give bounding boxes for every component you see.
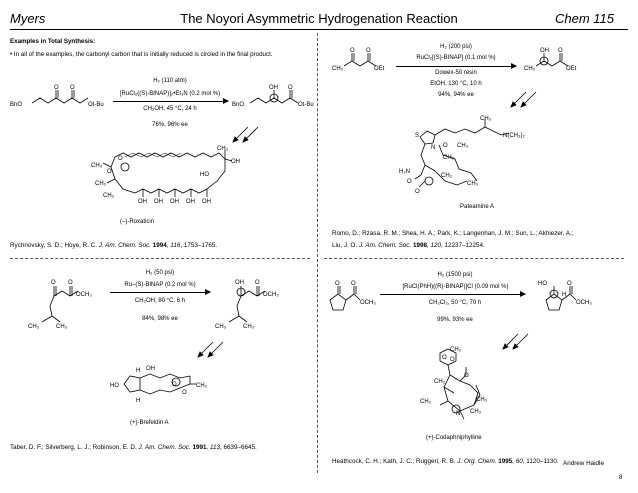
svg-text:CH₃: CH₃ (467, 181, 479, 187)
right-divider (324, 258, 624, 259)
svg-text:OH: OH (154, 199, 163, 205)
svg-text:OH: OH (235, 280, 244, 286)
intro-heading: Examples in Total Synthesis: (10, 38, 96, 45)
svg-text:O: O (366, 48, 371, 54)
intro-bullet: • In all of the examples, the carbonyl carbon that is initially reduced is circled in the final product. (10, 51, 273, 58)
svg-text:O: O (68, 280, 73, 286)
svg-text:OCH₃: OCH₃ (360, 300, 376, 306)
svg-text:HO: HO (538, 281, 547, 287)
rxn2-product (524, 48, 594, 78)
svg-text:OCH₃: OCH₃ (576, 300, 592, 306)
svg-text:OH: OH (146, 366, 155, 372)
svg-text:OH: OH (540, 48, 549, 54)
rxn2-target: Pateamine A (460, 204, 495, 210)
svg-text:CH₃: CH₃ (215, 324, 227, 330)
svg-text:BnO: BnO (232, 102, 245, 108)
page-title: The Noyori Asymmetric Hydrogenation Reaction (180, 11, 458, 26)
svg-text:CH₃: CH₃ (434, 379, 446, 385)
rxn4-yield: 99%, 93% ee (437, 317, 473, 323)
svg-text:OEt: OEt (566, 66, 577, 72)
codaphniphylline-structure (420, 345, 510, 430)
svg-text:CH₃: CH₃ (443, 155, 455, 161)
rxn1-conditions: CH₃OH, 45 °C, 24 h (143, 106, 197, 112)
svg-text:CH₃: CH₃ (480, 116, 492, 122)
svg-text:H₂N: H₂N (399, 169, 410, 175)
vertical-divider (317, 33, 318, 473)
svg-text:CH₃: CH₃ (56, 324, 68, 330)
rxn2-reference-line2: Liu, J. O. J. Am. Chem. Soc. 1998, 120, 12237–12254. (332, 242, 485, 249)
svg-text:O: O (255, 280, 260, 286)
svg-text:O: O (442, 355, 447, 361)
svg-text:O: O (51, 280, 56, 286)
svg-text:HO: HO (200, 172, 209, 178)
svg-text:O: O (415, 189, 420, 195)
svg-text:O: O (70, 85, 75, 91)
svg-text:O: O (54, 85, 59, 91)
rxn2-retro-arrow (508, 90, 548, 115)
rxn4-reagent2: [RuCl(PhH)((R)-BINAP)]Cl (0.09 mol %) (402, 284, 509, 290)
svg-text:O: O (182, 390, 187, 396)
rxn2-yield: 94%, 94% ee (438, 92, 474, 98)
svg-text:N: N (431, 145, 436, 151)
svg-text:CH₃: CH₃ (196, 383, 208, 389)
svg-text:CH₃: CH₃ (450, 347, 462, 353)
rxn2-conditions: EtOH, 130 °C, 10 h (430, 81, 482, 87)
rxn2-reagent3: Dowex-50 resin (435, 70, 477, 76)
svg-text:O: O (335, 281, 340, 287)
svg-text:S: S (415, 133, 420, 139)
svg-text:CH₃: CH₃ (103, 193, 115, 199)
header-course: Chem 115 (554, 11, 614, 26)
rxn2-arrow (396, 66, 516, 67)
header-rule (10, 29, 628, 30)
svg-text:OCH₃: OCH₃ (263, 292, 279, 298)
svg-text:O: O (350, 48, 355, 54)
svg-text:CH₃: CH₃ (457, 143, 469, 149)
presenter-name: Andrew Haidle (563, 460, 604, 467)
svg-text:CH₃: CH₃ (524, 66, 536, 72)
rxn4-starting-material (320, 280, 380, 325)
rxn3-reagent2: Ru–(S)-BINAP (0.2 mol %) (124, 282, 196, 288)
brefeldin-structure (110, 362, 210, 407)
rxn2-starting-material (332, 48, 402, 78)
svg-text:N(CH₃)₂: N(CH₃)₂ (503, 133, 525, 139)
svg-text:O: O (407, 179, 412, 185)
svg-text:OCH₃: OCH₃ (76, 292, 92, 298)
rxn4-reference: Heathcock, C. H.; Kath, J. C.; Ruggeri, R. B. J. Org. Chem. 1995, 60, 1120–1130. (332, 458, 559, 465)
svg-text:CH₃: CH₃ (217, 146, 229, 152)
svg-text:O: O (172, 382, 177, 388)
rxn1-product (232, 84, 317, 114)
rxn4-arrow (380, 294, 525, 295)
svg-text:OH: OH (269, 85, 278, 91)
svg-text:CH₃: CH₃ (28, 324, 40, 330)
rxn3-starting-material (28, 272, 108, 332)
pateamine-structure (385, 115, 545, 200)
rxn3-reference: Taber, D. F.; Silverberg, L. J.; Robinson, E. D. J. Am. Chem. Soc. 1991, 113, 6639–6645. (10, 444, 257, 451)
svg-text:O: O (558, 48, 563, 54)
svg-text:OH: OH (231, 159, 240, 165)
svg-text:OEt: OEt (374, 66, 385, 72)
svg-text:CH₃: CH₃ (441, 173, 453, 179)
svg-text:OH: OH (186, 199, 195, 205)
svg-text:OH: OH (202, 199, 211, 205)
rxn1-reagent1: H₂ (110 atm) (153, 78, 187, 84)
svg-text:O: O (567, 281, 572, 287)
rxn3-arrow (110, 292, 210, 293)
rxn4-reagent1: H₂ (1500 psi) (437, 272, 473, 278)
page-number: 8 (619, 474, 623, 481)
rxn3-product (215, 272, 295, 332)
rxn1-sm-otbu: Ot-Bu (88, 102, 104, 108)
rxn2-reagent2: RuCl₂[(S)-BINAP] (0.1 mol %) (416, 55, 496, 61)
svg-text:CH₃: CH₃ (476, 397, 488, 403)
svg-text:CH₃: CH₃ (243, 324, 255, 330)
rxn3-reagent1: H₂ (50 psi) (145, 270, 175, 276)
header-author: Myers (10, 11, 46, 26)
rxn4-conditions: CH₂Cl₂, 50 °C, 70 h (428, 300, 482, 306)
rxn4-product (528, 280, 598, 325)
rxn1-reagent2: [RuCl₂((S)-BINAP)]₂•Et₃N (0.2 mol %) (119, 91, 221, 97)
svg-text:CH₃: CH₃ (420, 399, 432, 405)
svg-text:OH: OH (138, 199, 147, 205)
svg-text:O: O (351, 281, 356, 287)
rxn3-conditions: CH₃OH, 80 °C, 6 h (134, 298, 186, 304)
svg-text:Ot-Bu: Ot-Bu (298, 102, 314, 108)
svg-text:H: H (562, 292, 567, 298)
rxn1-target: (–)-Roxaticin (120, 219, 155, 225)
rxn1-reference: Rychnovsky, S. D.; Hoye, R. C. J. Am. Chem. Soc. 1994, 116, 1753–1765. (10, 242, 218, 249)
svg-text:O: O (450, 357, 455, 363)
rxn2-reagent1: H₂ (200 psi) (440, 44, 472, 50)
svg-text:O: O (464, 373, 469, 379)
rxn1-yield: 76%, 96% ee (152, 122, 188, 128)
svg-text:O: O (107, 169, 112, 175)
roxaticin-structure (85, 145, 245, 215)
svg-text:H: H (136, 368, 141, 374)
rxn1-sm-bno: BnO (10, 102, 23, 108)
rxn2-reference-line1: Romo, D.; Rzasa, R. M.; Shea, H. A.; Park, K.; Langenhan, J. M.; Sun, L.; Akhiezer, A.; (332, 230, 574, 237)
svg-text:O: O (443, 143, 448, 149)
svg-text:O: O (118, 156, 123, 162)
svg-text:CH₃: CH₃ (332, 66, 344, 72)
svg-text:OH: OH (170, 199, 179, 205)
svg-text:O: O (288, 85, 293, 91)
left-divider (10, 258, 310, 259)
svg-text:CH₃: CH₃ (95, 181, 107, 187)
svg-text:CH₃: CH₃ (470, 409, 482, 415)
svg-text:CH₃: CH₃ (91, 163, 103, 169)
svg-text:N: N (456, 411, 461, 417)
rxn3-yield: 84%, 98% ee (142, 316, 178, 322)
rxn1-arrow (113, 101, 228, 102)
svg-text:H: H (136, 398, 141, 404)
svg-text:HO: HO (110, 383, 119, 389)
rxn4-target: (+)-Codaphniphylline (426, 435, 482, 441)
rxn3-target: (+)-Brefeldin A (130, 420, 169, 426)
